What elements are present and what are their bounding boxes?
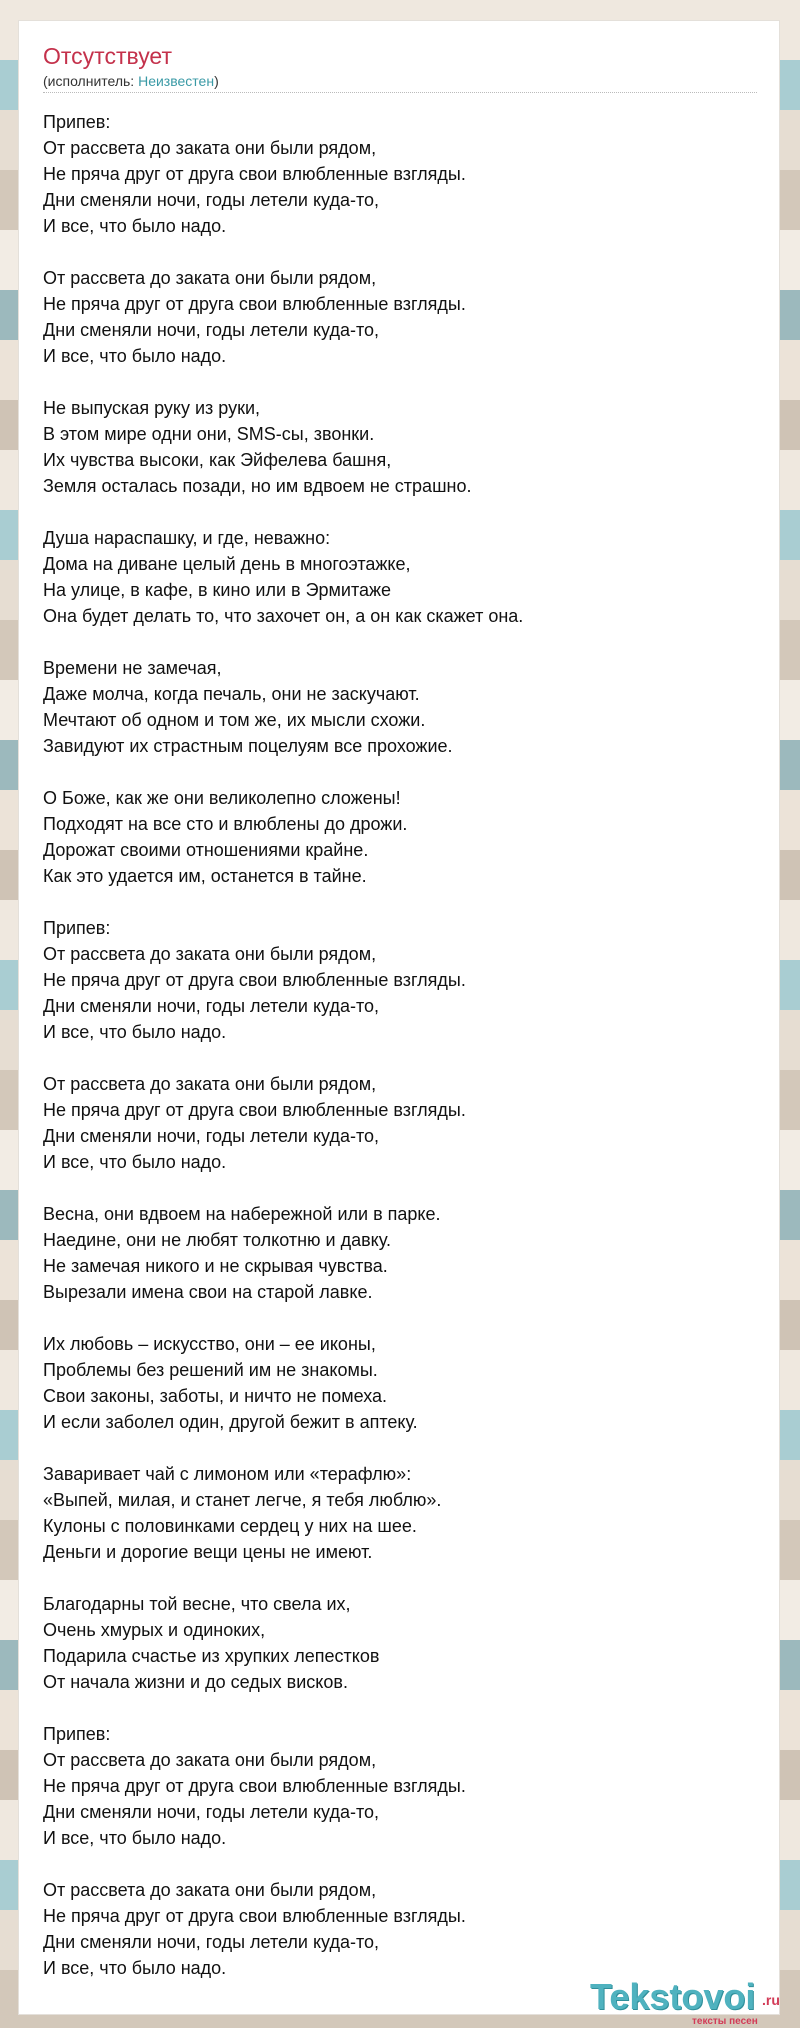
lyric-line: Благодарны той весне, что свела их, [43,1594,351,1614]
logo-domain: .ru [762,1992,780,2008]
lyric-line: Заваривает чай с лимоном или «терафлю»: [43,1464,412,1484]
lyric-line: Дни сменяли ночи, годы летели куда-то, [43,190,380,210]
lyrics-card [18,20,780,2027]
stanza [43,1721,759,1851]
stanza [43,655,759,759]
lyric-line: Припев: [43,918,111,938]
lyric-line: Дома на диване целый день в многоэтажке, [43,554,411,574]
stanza [43,265,759,369]
lyric-line: Не пряча друг от друга свои влюбленные взгляды. [43,1776,466,1796]
lyric-line: От рассвета до заката они были рядом, [43,138,377,158]
lyric-line: Завидуют их страстным поцелуям все прохожие. [43,736,453,756]
title-divider [43,92,757,93]
lyric-line: Дорожат своими отношениями крайне. [43,840,369,860]
lyric-line: «Выпей, милая, и станет легче, я тебя люблю». [43,1490,442,1510]
lyric-line: Свои законы, заботы, и ничто не помеха. [43,1386,388,1406]
logo-tagline: тексты песен [692,2016,758,2027]
lyric-line: Очень хмурых и одиноких, [43,1620,266,1640]
lyric-line: Вырезали имена свои на старой лавке. [43,1282,373,1302]
lyric-line: И все, что было надо. [43,1958,227,1978]
logo-wordmark: Tekstovoi [590,1976,756,2017]
lyric-line: От рассвета до заката они были рядом, [43,268,377,288]
lyric-line: Не пряча друг от друга свои влюбленные взгляды. [43,970,466,990]
stanza [43,1071,759,1175]
stanza [43,785,759,889]
stanza [43,525,759,629]
lyric-line: От рассвета до заката они были рядом, [43,944,377,964]
lyric-line: Не выпуская руку из руки, [43,398,261,418]
stanza [43,1591,759,1695]
lyric-line: И все, что было надо. [43,216,227,236]
lyric-line: И все, что было надо. [43,1152,227,1172]
lyric-line: Мечтают об одном и том же, их мысли схожи. [43,710,426,730]
lyric-line: Их чувства высоки, как Эйфелева башня, [43,450,392,470]
lyric-line: Дни сменяли ночи, годы летели куда-то, [43,320,380,340]
lyric-line: Она будет делать то, что захочет он, а он как скажет она. [43,606,524,626]
lyric-line: Припев: [43,112,111,132]
lyric-line: Дни сменяли ночи, годы летели куда-то, [43,996,380,1016]
lyric-line: Не пряча друг от друга свои влюбленные взгляды. [43,164,466,184]
artist-link[interactable]: Неизвестен [138,73,215,89]
lyric-line: Их любовь – искусство, они – ее иконы, [43,1334,376,1354]
lyric-line: Не пряча друг от друга свои влюбленные взгляды. [43,294,466,314]
lyric-line: Не замечая никого и не скрывая чувства. [43,1256,388,1276]
lyric-line: Дни сменяли ночи, годы летели куда-то, [43,1126,380,1146]
lyric-line: Наедине, они не любят толкотню и давку. [43,1230,391,1250]
lyric-line: Как это удается им, останется в тайне. [43,866,367,886]
lyric-line: В этом мире одни они, SMS-сы, звонки. [43,424,375,444]
lyrics-text [43,109,759,1981]
stanza [43,109,759,239]
lyric-line: Времени не замечая, [43,658,222,678]
lyric-line: Не пряча друг от друга свои влюбленные взгляды. [43,1100,466,1120]
lyric-line: Не пряча друг от друга свои влюбленные взгляды. [43,1906,466,1926]
artist-byline [43,73,219,89]
artist-suffix: ) [214,73,219,89]
stanza [43,1201,759,1305]
lyric-line: От рассвета до заката они были рядом, [43,1750,377,1770]
lyric-line: Земля осталась позади, но им вдвоем не страшно. [43,476,472,496]
lyric-line: Подарила счастье из хрупких лепестков [43,1646,380,1666]
lyric-line: Дни сменяли ночи, годы летели куда-то, [43,1932,380,1952]
lyric-line: От рассвета до заката они были рядом, [43,1880,377,1900]
lyric-line: О Боже, как же они великолепно сложены! [43,788,401,808]
lyric-line: От рассвета до заката они были рядом, [43,1074,377,1094]
stanza [43,395,759,499]
lyric-line: Дни сменяли ночи, годы летели куда-то, [43,1802,380,1822]
lyric-line: Душа нараспашку, и где, неважно: [43,528,331,548]
artist-prefix: (исполнитель: [43,73,139,89]
lyric-line: Даже молча, когда печаль, они не заскучают. [43,684,420,704]
stanza [43,915,759,1045]
stanza [43,1331,759,1435]
lyric-line: Подходят на все сто и влюблены до дрожи. [43,814,408,834]
lyric-line: Весна, они вдвоем на набережной или в парке. [43,1204,441,1224]
lyric-line: И все, что было надо. [43,1022,227,1042]
stanza [43,1461,759,1565]
lyric-line: Деньги и дорогие вещи цены не имеют. [43,1542,373,1562]
lyric-line: Кулоны с половинками сердец у них на шее. [43,1516,417,1536]
lyric-line: Припев: [43,1724,111,1744]
lyric-line: И если заболел один, другой бежит в аптеку. [43,1412,418,1432]
lyric-line: Проблемы без решений им не знакомы. [43,1360,378,1380]
lyric-line: От начала жизни и до седых висков. [43,1672,348,1692]
site-logo[interactable] [590,1976,795,2026]
lyric-line: И все, что было надо. [43,1828,227,1848]
lyric-line: И все, что было надо. [43,346,227,366]
song-title: Отсутствует [43,43,172,69]
stanza [43,1877,759,1981]
lyric-line: На улице, в кафе, в кино или в Эрмитаже [43,580,392,600]
